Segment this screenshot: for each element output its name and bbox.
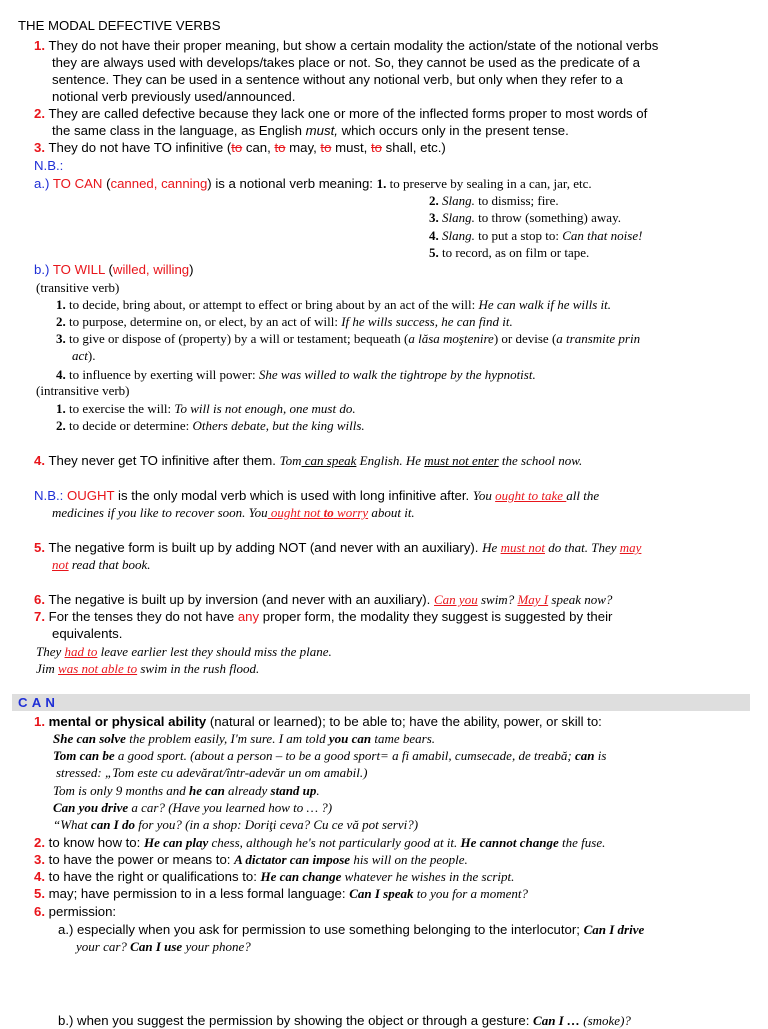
transitive-label <box>36 279 119 296</box>
text: They never get TO infinitive after them. <box>48 453 280 468</box>
to-can-def-2 <box>429 192 559 209</box>
text: sentence. They can be used in a sentence without any notional verb, but only when they refer to a <box>52 72 623 87</box>
example: his will on the people. <box>350 852 468 867</box>
point-2-line-1 <box>34 105 647 122</box>
example: To will is not enough, one must do. <box>174 401 356 416</box>
def-number: 4. <box>429 228 439 243</box>
example: is <box>594 748 607 763</box>
struck-to: to <box>320 140 332 155</box>
def-number: 2. <box>56 314 66 329</box>
example: swim? <box>477 592 518 607</box>
def-text: to record, as on film or tape. <box>438 245 590 260</box>
to-will-t3 <box>56 330 640 347</box>
point-number: 2. <box>34 106 45 121</box>
text: ) is a notional verb meaning: <box>207 176 377 191</box>
point-1-line-2 <box>52 54 640 71</box>
forms: willed, willing <box>112 262 190 277</box>
text: (intransitive verb) <box>36 383 130 398</box>
can-1 <box>34 713 602 730</box>
to-can-def-3 <box>429 209 621 226</box>
text: They do not have TO infinitive ( <box>48 140 232 155</box>
text: (transitive verb) <box>36 280 120 295</box>
example-bold: He cannot change <box>460 835 559 850</box>
text: N.B.: <box>34 158 64 173</box>
can-3 <box>34 851 468 868</box>
point-4 <box>34 452 582 469</box>
example-underlined: worry <box>333 505 369 520</box>
example: . <box>316 783 320 798</box>
example-bold: He can play <box>143 835 209 850</box>
can-1-example-2 <box>53 747 606 764</box>
text: ( <box>104 262 113 277</box>
example: leave earlier lest they should miss the plane. <box>97 644 332 659</box>
example: all the <box>566 488 600 503</box>
text: b.) when you suggest the permission by showing the object or through a gesture: <box>58 1013 534 1028</box>
example-bold: Can I speak <box>349 886 414 901</box>
def-text: to exercise the will: <box>65 401 175 416</box>
text: The negative is built up by inversion (and never with an auxiliary). <box>48 592 435 607</box>
def-text: to decide or determine: <box>65 418 193 433</box>
slang: Slang. <box>442 210 475 225</box>
point-7-line-1 <box>34 608 612 625</box>
sub-prefix: b.) <box>34 262 53 277</box>
example-bold: stand up <box>270 783 317 798</box>
def-text: to purpose, determine on, or elect, by an act of will: <box>65 314 342 329</box>
can-6-sub-b <box>58 1012 631 1029</box>
to-will-line <box>34 261 194 278</box>
to-will-i1 <box>56 400 356 417</box>
point-number: 5. <box>34 540 45 555</box>
to-will-i2 <box>56 417 365 434</box>
point-6 <box>34 591 612 608</box>
def-number: 2. <box>429 193 439 208</box>
text: a.) especially when you ask for permission to use something belonging to the interlocutor; <box>58 922 584 937</box>
text-italic: must, <box>305 123 338 138</box>
example-bold: can <box>575 748 595 763</box>
point-number: 2. <box>34 835 45 850</box>
text: which occurs only in the present tense. <box>337 123 569 138</box>
example-underlined: had to <box>64 644 98 659</box>
translation: a lăsa moştenire <box>408 331 494 346</box>
to-will-t4 <box>56 366 536 383</box>
point-number: 6. <box>34 592 45 607</box>
example: She was willed to walk the tightrope by the hypnotist. <box>258 367 536 382</box>
nb-label <box>34 157 63 174</box>
to-can-def-4 <box>429 227 642 244</box>
point-7-example-1 <box>36 643 332 660</box>
example: They <box>36 644 65 659</box>
sub-prefix: a.) <box>34 176 53 191</box>
to-can-def-5 <box>429 244 589 261</box>
text: For the tenses they do not have <box>48 609 238 624</box>
to-will-t2 <box>56 313 513 330</box>
translation: act <box>72 348 88 363</box>
nb-ought-line-1 <box>34 487 599 504</box>
example: Tom <box>279 453 302 468</box>
point-number: 3. <box>34 852 45 867</box>
text: is the only modal verb which is used with long infinitive after. <box>114 488 473 503</box>
to-will-heading: TO WILL <box>52 262 105 277</box>
example: Can that noise! <box>562 228 643 243</box>
example: read that book. <box>68 557 151 572</box>
text: may, <box>285 140 321 155</box>
example: a good sport. (about a person – to be a good sport= a fi amabil, cumsecade, de treabă; <box>114 748 576 763</box>
can-2 <box>34 834 605 851</box>
example-bold: Tom can be <box>53 748 115 763</box>
def-text: to put a stop to: <box>474 228 563 243</box>
example: He <box>482 540 501 555</box>
def-number: 1. <box>376 176 387 191</box>
can-1-example-5 <box>53 799 332 816</box>
example: “What <box>53 817 91 832</box>
text: permission: <box>48 904 117 919</box>
point-number: 1. <box>34 38 45 53</box>
text: The negative form is built up by adding NOT (and never with an auxiliary). <box>48 540 483 555</box>
slang: Slang. <box>442 193 475 208</box>
any-word: any <box>237 609 260 624</box>
example-bold: Can you drive <box>53 800 129 815</box>
text: they are always used with develops/takes place or not. So, they cannot be used as the predicate of a <box>52 55 640 70</box>
text: to have the power or means to: <box>48 852 235 867</box>
def-number: 1. <box>56 297 66 312</box>
can-heading <box>18 694 55 711</box>
example: whatever he wishes in the script. <box>341 869 515 884</box>
text: to know how to: <box>48 835 144 850</box>
nb-label: N.B.: <box>34 488 67 503</box>
ought-word: OUGHT <box>66 488 115 503</box>
to-will-t3-cont <box>72 347 95 364</box>
def-number: 4. <box>56 367 66 382</box>
example-underlined: Can you <box>434 592 478 607</box>
example: stressed: „Tom este cu adevărat/într-adevăr un om amabil.) <box>56 765 368 780</box>
example: do that. They <box>544 540 620 555</box>
point-1-line-4 <box>52 88 295 105</box>
def-number: 1. <box>56 401 66 416</box>
example: English. He <box>356 453 425 468</box>
to-will-t1 <box>56 296 611 313</box>
example-underlined: not <box>52 557 69 572</box>
example-bold: She can solve <box>53 731 126 746</box>
def-number: 3. <box>429 210 439 225</box>
def-number: 3. <box>56 331 66 346</box>
text: They do not have their proper meaning, but show a certain modality the action/state of the notional verbs <box>48 38 659 53</box>
struck-to: to <box>371 140 382 155</box>
example-underlined: ought to take <box>495 488 567 503</box>
point-5-line-2 <box>52 556 150 573</box>
example: to you for a moment? <box>413 886 528 901</box>
example-bold: Can I use <box>130 939 183 954</box>
struck-to: to <box>274 140 286 155</box>
example: already <box>224 783 271 798</box>
example: (smoke)? <box>580 1013 631 1028</box>
example-bold: A dictator can impose <box>234 852 351 867</box>
example: the school now. <box>498 453 583 468</box>
def-text: ) or devise ( <box>493 331 557 346</box>
translation: a transmite prin <box>556 331 641 346</box>
example-bold: you can <box>328 731 372 746</box>
def-text: to decide, bring about, or attempt to effect or bring about by an act of the will: <box>65 297 479 312</box>
example: chess, although he's not particularly good at it. <box>208 835 461 850</box>
bold-term: mental or physical ability <box>48 714 207 729</box>
point-3 <box>34 139 446 156</box>
example: the fuse. <box>558 835 606 850</box>
example: Jim <box>36 661 59 676</box>
example-underlined: to <box>323 505 334 520</box>
example-bold: he can <box>189 783 225 798</box>
text: proper form, the modality they suggest is suggested by their <box>259 609 613 624</box>
can-section-bar <box>12 694 750 711</box>
def-text: to throw (something) away. <box>474 210 621 225</box>
text: equivalents. <box>52 626 123 641</box>
can-1-example-6 <box>53 816 418 833</box>
example: your car? <box>76 939 131 954</box>
def-text: ). <box>87 348 96 363</box>
slang: Slang. <box>442 228 475 243</box>
text: ) <box>189 262 194 277</box>
point-number: 1. <box>34 714 45 729</box>
example: for you? (in a shop: Doriţi ceva? Cu ce vă pot servi?) <box>134 817 419 832</box>
text: They are called defective because they lack one or more of the inflected forms proper to most words of <box>48 106 648 121</box>
def-text: to give or dispose of (property) by a will or testament; bequeath ( <box>65 331 409 346</box>
def-number: 5. <box>429 245 439 260</box>
page-title <box>18 17 221 34</box>
to-can-heading: TO CAN <box>52 176 103 191</box>
example-bold: can I do <box>90 817 135 832</box>
can-6 <box>34 903 116 920</box>
example: If he wills success, he can find it. <box>341 314 513 329</box>
title-text: THE MODAL DEFECTIVE VERBS <box>18 18 221 33</box>
example-bold: Can I drive <box>583 922 645 937</box>
nb-ought-line-2 <box>52 504 415 521</box>
example-underlined: must not <box>500 540 545 555</box>
struck-to: to <box>231 140 243 155</box>
can-6-sub-a <box>58 921 644 938</box>
text: (natural or learned); to be able to; have the ability, power, or skill to: <box>206 714 602 729</box>
example: the problem easily, I'm sure. I am told <box>125 731 329 746</box>
forms: canned, canning <box>110 176 208 191</box>
example: about it. <box>368 505 415 520</box>
intransitive-label <box>36 382 130 399</box>
example: swim in the rush flood. <box>137 661 260 676</box>
example: your phone? <box>182 939 251 954</box>
can-1-example-1 <box>53 730 435 747</box>
example: tame bears. <box>371 731 436 746</box>
example: a car? (Have you learned how to … ?) <box>128 800 333 815</box>
example-bold: Can I … <box>533 1013 580 1028</box>
point-1-line-1 <box>34 37 658 54</box>
def-number: 2. <box>56 418 66 433</box>
point-number: 3. <box>34 140 45 155</box>
point-1-line-3 <box>52 71 623 88</box>
text: can, <box>242 140 275 155</box>
example-underlined: May I <box>517 592 549 607</box>
example-underlined: was not able to <box>58 661 138 676</box>
can-4 <box>34 868 514 885</box>
example: He can walk if he wills it. <box>478 297 612 312</box>
text: must, <box>331 140 371 155</box>
example: Tom is only 9 months and <box>53 783 190 798</box>
example-bold: He can change <box>260 869 342 884</box>
point-number: 7. <box>34 609 45 624</box>
example-underlined: may <box>619 540 642 555</box>
example: You <box>472 488 496 503</box>
def-text: to preserve by sealing in a can, jar, etc. <box>386 176 592 191</box>
def-text: to dismiss; fire. <box>474 193 559 208</box>
example: Others debate, but the king wills. <box>192 418 365 433</box>
point-7-example-2 <box>36 660 259 677</box>
example: medicines if you like to recover soon. You <box>52 505 268 520</box>
can-1-example-4 <box>53 782 320 799</box>
point-number: 5. <box>34 886 45 901</box>
example-underlined: can speak <box>301 453 357 468</box>
example: speak now? <box>548 592 613 607</box>
point-number: 6. <box>34 904 45 919</box>
can-6-sub-a-cont <box>76 938 251 955</box>
point-5-line-1 <box>34 539 641 556</box>
text: shall, etc.) <box>382 140 446 155</box>
text: ( <box>102 176 111 191</box>
def-text: to influence by exerting will power: <box>65 367 259 382</box>
point-2-line-2 <box>52 122 569 139</box>
point-7-line-2 <box>52 625 122 642</box>
example-underlined: must not enter <box>424 453 499 468</box>
text: the same class in the language, as English <box>52 123 306 138</box>
text: C A N <box>18 695 56 710</box>
text: may; have permission to in a less formal language: <box>48 886 350 901</box>
text: to have the right or qualifications to: <box>48 869 261 884</box>
point-number: 4. <box>34 869 45 884</box>
can-1-example-3 <box>56 764 367 781</box>
text: notional verb previously used/announced. <box>52 89 296 104</box>
to-can-line <box>34 175 592 192</box>
point-number: 4. <box>34 453 45 468</box>
can-5 <box>34 885 528 902</box>
example-underlined: ought not <box>267 505 324 520</box>
